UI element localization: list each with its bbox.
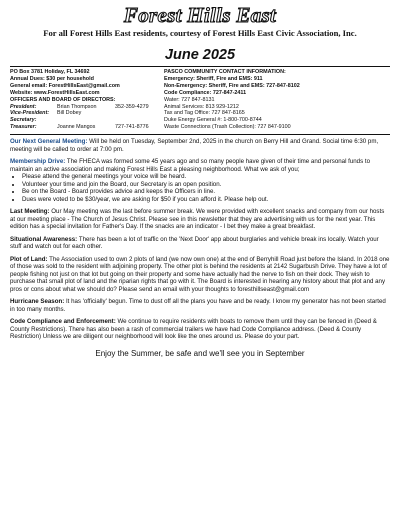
community-contacts [160,69,390,131]
officer-row [10,117,160,124]
section-membership-drive [10,158,390,173]
non-emergency-line: Non-Emergency: Sheriff, Fire and EMS: 727-847-8102 [164,82,300,89]
code-compliance-line: Code Compliance: 727-847-2411 [164,89,247,96]
list-item: • Volunteer your time and join the Board, our Secretary is an open position. [22,181,390,189]
officer-row [10,110,160,117]
general-email: General email: ForestHillsEast@gmail.com [10,82,120,89]
contact-line: Animal Services: 813 929-1212 [164,103,239,110]
annual-dues: Annual Dues: $30 per household [10,75,94,82]
officer-role: Vice-President: [10,110,50,117]
officer-row [10,104,160,111]
newsletter-subtitle: For all Forest Hills East residents, courtesy of Forest Hills East Civic Association, Inc. [43,28,357,38]
contact-line: Water: 727 847-8131 [164,96,215,103]
section-code-compliance [10,318,390,341]
section-lead: Code Compliance and Enforcement: [10,318,116,326]
contact-line: Tax and Tag Office: 727 847-8165 [164,110,245,117]
masthead [0,0,400,39]
emergency-line: Emergency: Sheriff, Fire and EMS: 911 [164,75,263,82]
website: Website: www.ForestHillsEast.com [10,89,100,96]
section-text: Will be held on Tuesday, September 2nd, 2025 in the church on Berry Hill and Grand. Social time 6:30 pm, meeting will be called to order at 7:00 pm. [10,138,379,153]
section-lead: Situational Awareness: [10,235,78,243]
contact-line: Waste Connections (Trash Collection): 727 847-9100 [164,124,291,131]
list-item: • Be on the Board - Board provides advice and keeps the Officers in line. [22,188,390,196]
officer-name: Joanne Mangos [57,124,96,131]
officer-role: President: [10,103,37,110]
section-text: The Association used to own 2 plots of land (we now own one) at the end of Berryhill Road just before the Island. In 2018 one of those was sold to the resident with adjoining property. The other plot is behind the residents at 2142 Sugarbush Drive. They have a lot of people fishing not just on that lot but going on their property and some have actually had the nerve to fish on their dock. They wish to purchase that small plot of land and the riparian rights that go with it. The Board is interested in hearing any history about that plot and any pros or cons about what we should do? Please send an email with your thoughts to foresthillseast@gmail.com [10,255,390,293]
section-text: There has been a lot of traffic on the 'Next Door' app about burglaries and vehicle break ins locally. Watch your stuff and watch out for each other. [10,235,379,251]
section-hurricane-season [10,298,390,313]
section-lead: Hurricane Season: [10,298,65,306]
officer-phone: 352-359-4279 [115,103,149,110]
mailing-address: PO Box 3781 Holiday, FL 34692 [10,69,90,75]
section-text: Our May meeting was the last before summer break. We were provided with excellent snacks and company from our hosts at our meeting place - The Church of Jesus Christ. Please see in this newsletter that they are advertising with us for the next year. This edition has a special invitation for Father's Day. If the snacks are an indicator - I bet they make a great breakfast. [10,208,385,231]
section-lead: Membership Drive: [10,158,66,166]
info-block [0,67,400,131]
officer-name [57,117,115,124]
officer-phone: 727-741-8776 [115,124,149,131]
section-last-meeting [10,208,390,231]
officer-role: Secretary: [10,117,37,124]
contacts-heading: PASCO COMMUNITY CONTACT INFORMATION: [164,69,286,75]
closing-line: Enjoy the Summer, be safe and we'll see you in September [95,348,305,358]
list-item: • Please attend the general meetings your voice will be heard. [22,173,390,181]
contact-line: Duke Energy General #: 1-800-700-8744 [164,117,262,124]
section-plot-of-land [10,256,390,294]
officers-heading: OFFICERS AND BOARD OF DIRECTORS: [10,96,116,103]
section-lead: Our Next General Meeting: [10,138,88,146]
officer-name: Bill Dobey [57,110,82,117]
officer-role: Treasurer: [10,124,37,131]
officer-name: Brian Thompson [57,103,97,110]
section-text: It has 'officially' begun. Time to dust off all the plans you have and be ready. I know my generator has not been started in too many months. [10,298,386,313]
section-lead: Plot of Land: [10,255,48,263]
officer-row [10,124,160,131]
section-text: We continue to require residents with boats to remove them until they can be fenced in (Deed & County Restrictions). There has also been a rash of commercial trailers we have had Code Compliance address. (Deed & County Restriction) Unless we are diligent our neighborhood will look like the ones around us. Please do your part. [10,318,377,341]
section-situational-awareness [10,236,390,251]
membership-list [10,173,390,203]
newsletter-title: Forest Hills East [123,3,277,27]
section-general-meeting [10,138,390,153]
issue-date: June 2025 [164,47,236,63]
association-info [10,69,160,131]
newsletter-body [0,135,400,357]
list-item: • Dues were voted to be $30/year, we are asking for $50 if you can afford it. Please help out. [22,196,390,204]
section-lead: Last Meeting: [10,208,50,216]
section-text: The FHECA was formed some 45 years ago and so many people have given of their time and personal funds to maintain an active association and making Forest Hills East a pleasing neighborhood. What we ask of you; [10,158,370,173]
